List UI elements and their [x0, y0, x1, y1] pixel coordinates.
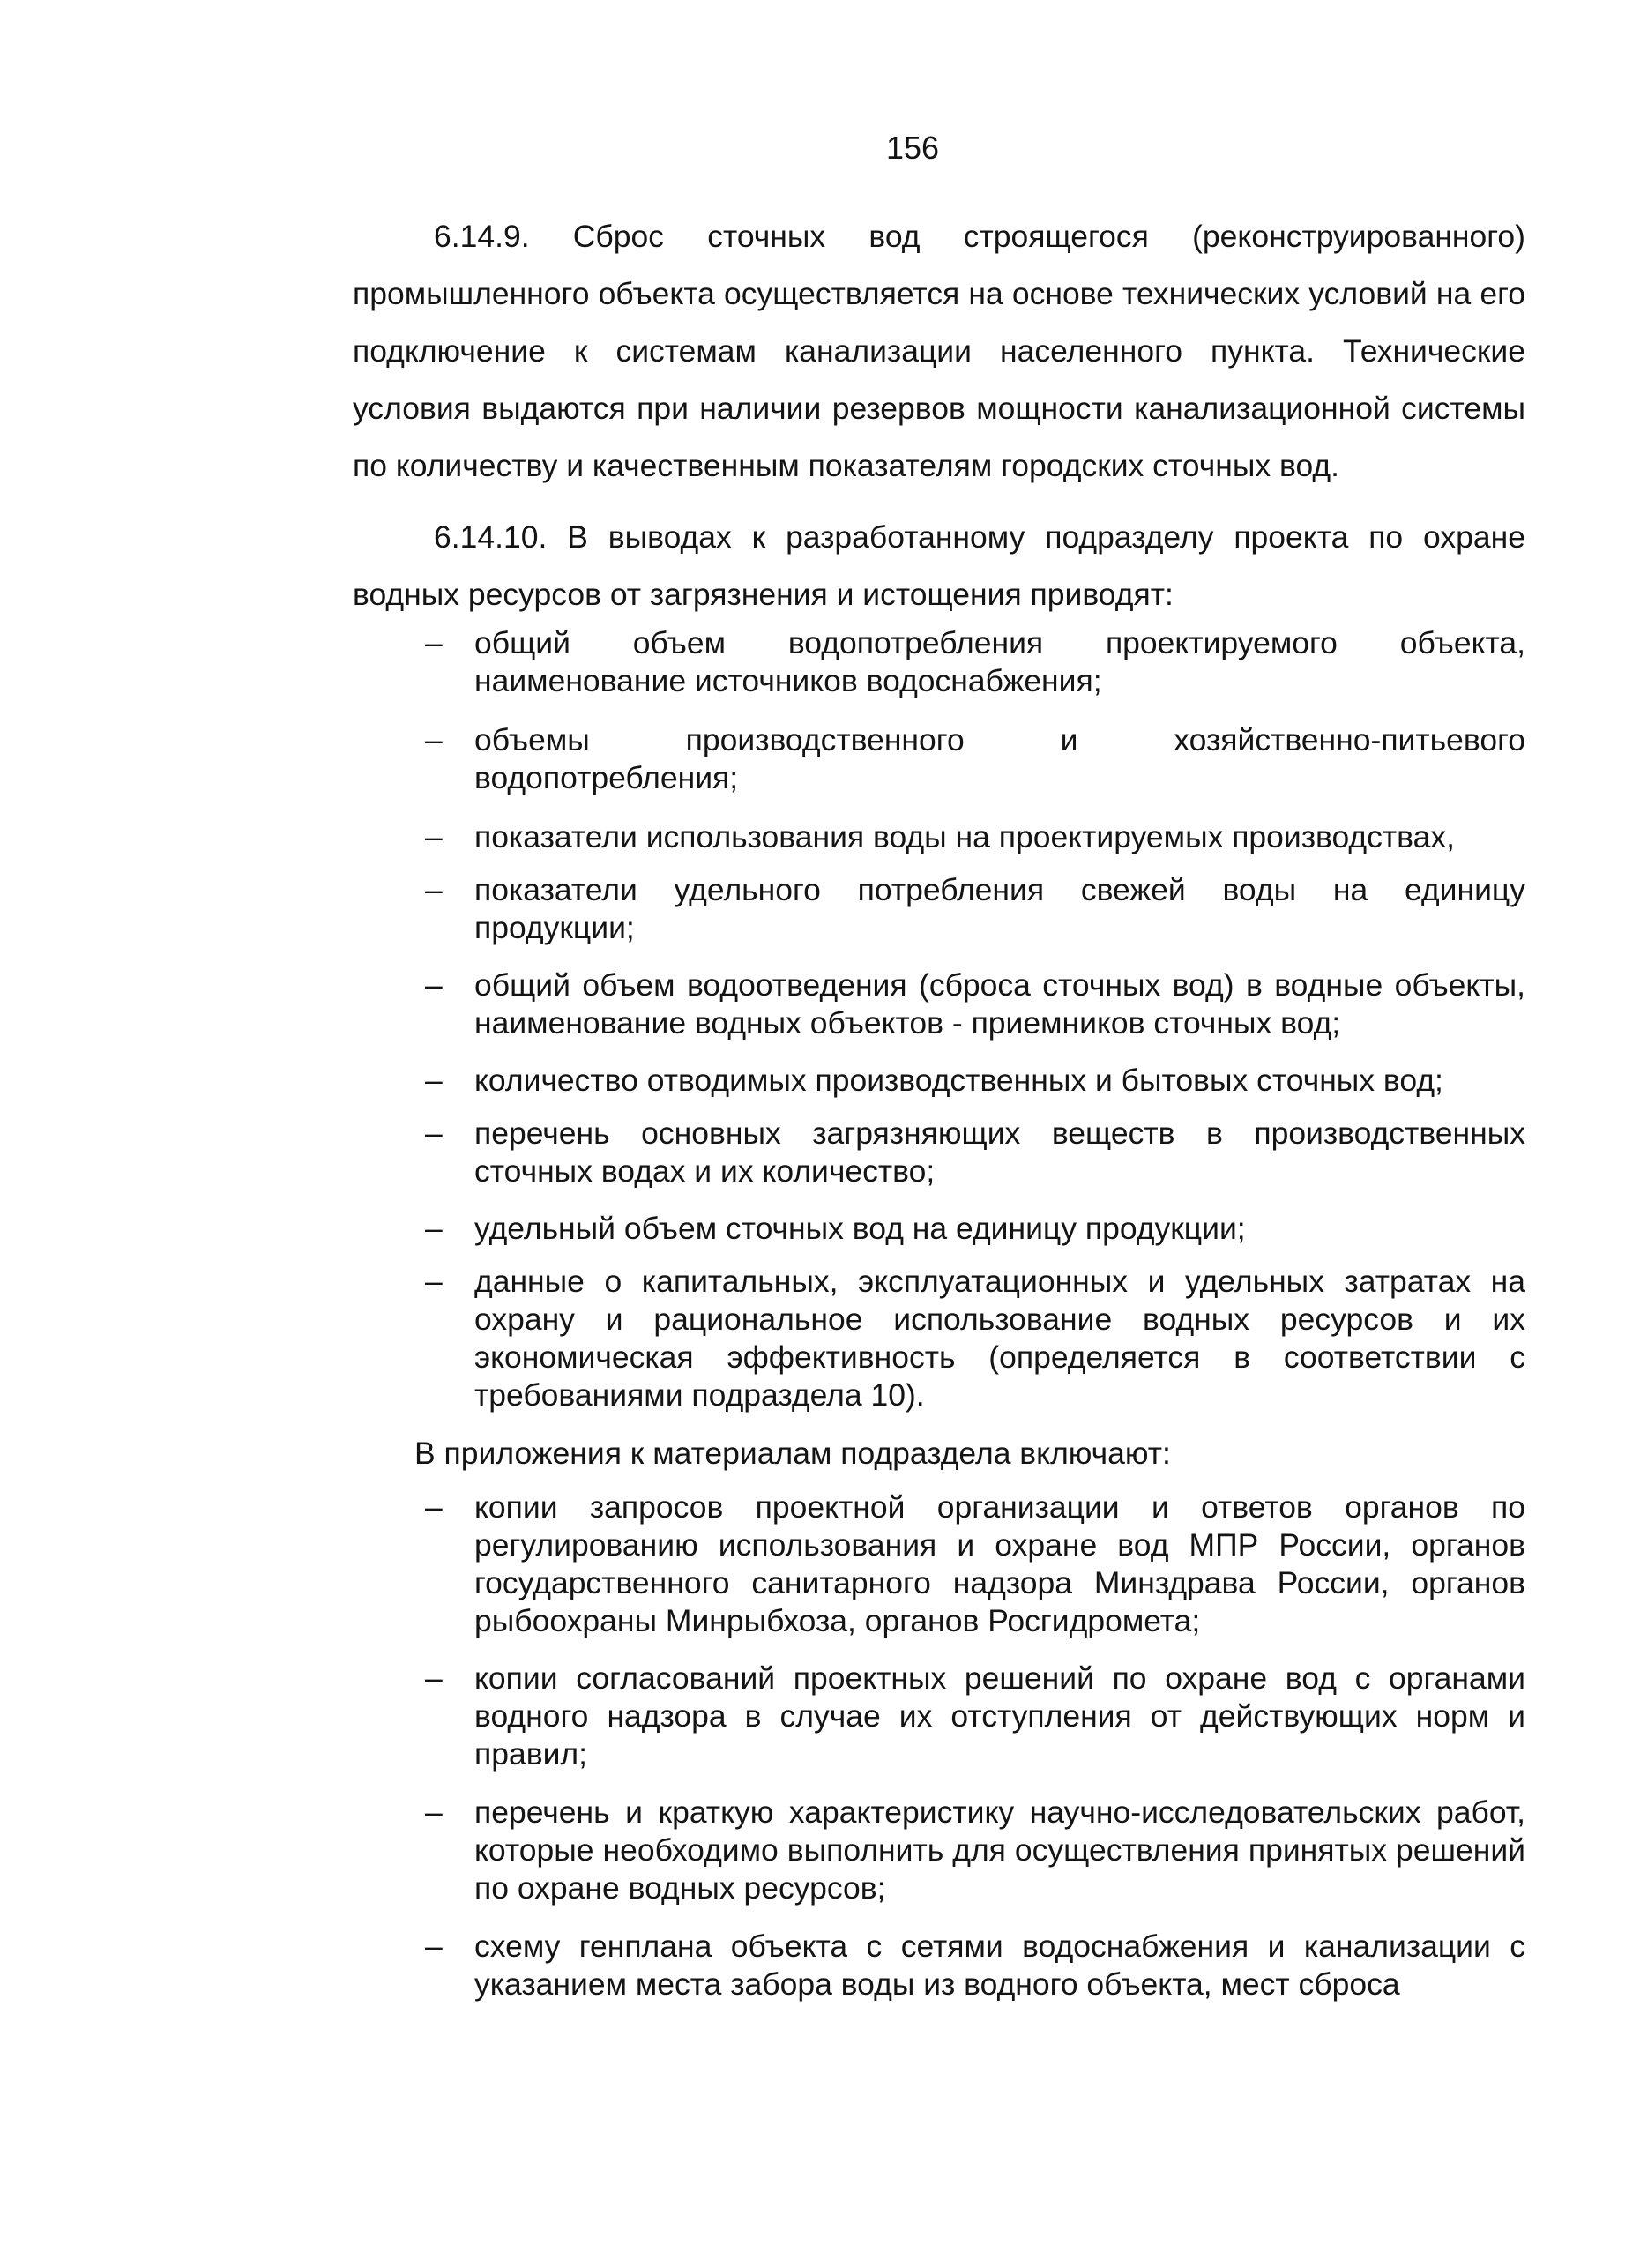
list-item: – показатели использования воды на проектируемых производствах, — [425, 819, 1455, 854]
paragraph-6-14-9: 6.14.9. Сброс сточных вод строящегося (реконструированного) промышленного объекта осуществляется на основе технических условий на его подключение к системам канализации населенного пункта. Технические условия выдаются при наличии резервов мощности канализационной системы по количеству и качественным показателям городских сточных вод. — [353, 219, 1525, 483]
dash-marker: – — [425, 722, 443, 757]
list-item: – копии согласований проектных решений по охране вод с органами водного надзора в случае их отступления от действующих норм и правил; — [425, 1660, 1525, 1772]
dash-marker: – — [425, 625, 443, 660]
dash-marker: – — [425, 1660, 443, 1696]
list-item: – общий объем водоотведения (сброса сточных вод) в водные объекты, наименование водных объектов - приемников сточных вод; — [425, 967, 1525, 1041]
dash-marker: – — [425, 1929, 443, 1964]
dash-marker: – — [425, 967, 443, 1003]
dash-marker: – — [425, 1794, 443, 1830]
list-item: – перечень основных загрязняющих веществ в производственных сточных водах и их количество; — [425, 1115, 1525, 1189]
list-item: – показатели удельного потребления свежей воды на единицу продукции; — [425, 872, 1525, 945]
list-item: – удельный объем сточных вод на единицу продукции; — [425, 1211, 1246, 1246]
list-item: – объемы производственного и хозяйственно-питьевого водопотребления; — [425, 722, 1525, 795]
dash-marker: – — [425, 1264, 443, 1299]
appendix-intro: В приложения к материалам подраздела включают: — [414, 1436, 1171, 1471]
dash-marker: – — [425, 872, 443, 907]
page-number: 156 — [885, 130, 940, 166]
dash-marker: – — [425, 1115, 443, 1151]
list-item: – данные о капитальных, эксплуатационных и удельных затратах на охрану и рациональное использование водных ресурсов и их экономическая эффективность (определяется в соответствии с требованиями подраздела 10). — [425, 1264, 1525, 1413]
list-item: – схему генплана объекта с сетями водоснабжения и канализации с указанием места забора воды из водного объекта, мест сброса — [425, 1929, 1525, 2002]
dash-marker: – — [425, 1063, 443, 1098]
dash-marker: – — [425, 1489, 443, 1525]
paragraph-6-14-10: 6.14.10. В выводах к разработанному подразделу проекта по охране водных ресурсов от загрязнения и истощения приводят: — [353, 519, 1525, 612]
list-item: – копии запросов проектной организации и ответов органов по регулированию использования и охране вод МПР России, органов государственного санитарного надзора Минздрава России, органов рыбоохраны Минрыбхоза, органов Росгидромета; — [425, 1489, 1525, 1638]
dash-marker: – — [425, 819, 443, 854]
list-item: – перечень и краткую характеристику научно-исследовательских работ, которые необходимо выполнить для осуществления принятых решений по охране водных ресурсов; — [425, 1794, 1525, 1906]
list-item: – количество отводимых производственных и бытовых сточных вод; — [425, 1063, 1443, 1098]
list-item: – общий объем водопотребления проектируемого объекта, наименование источников водоснабжения; — [425, 625, 1525, 698]
dash-marker: – — [425, 1211, 443, 1246]
